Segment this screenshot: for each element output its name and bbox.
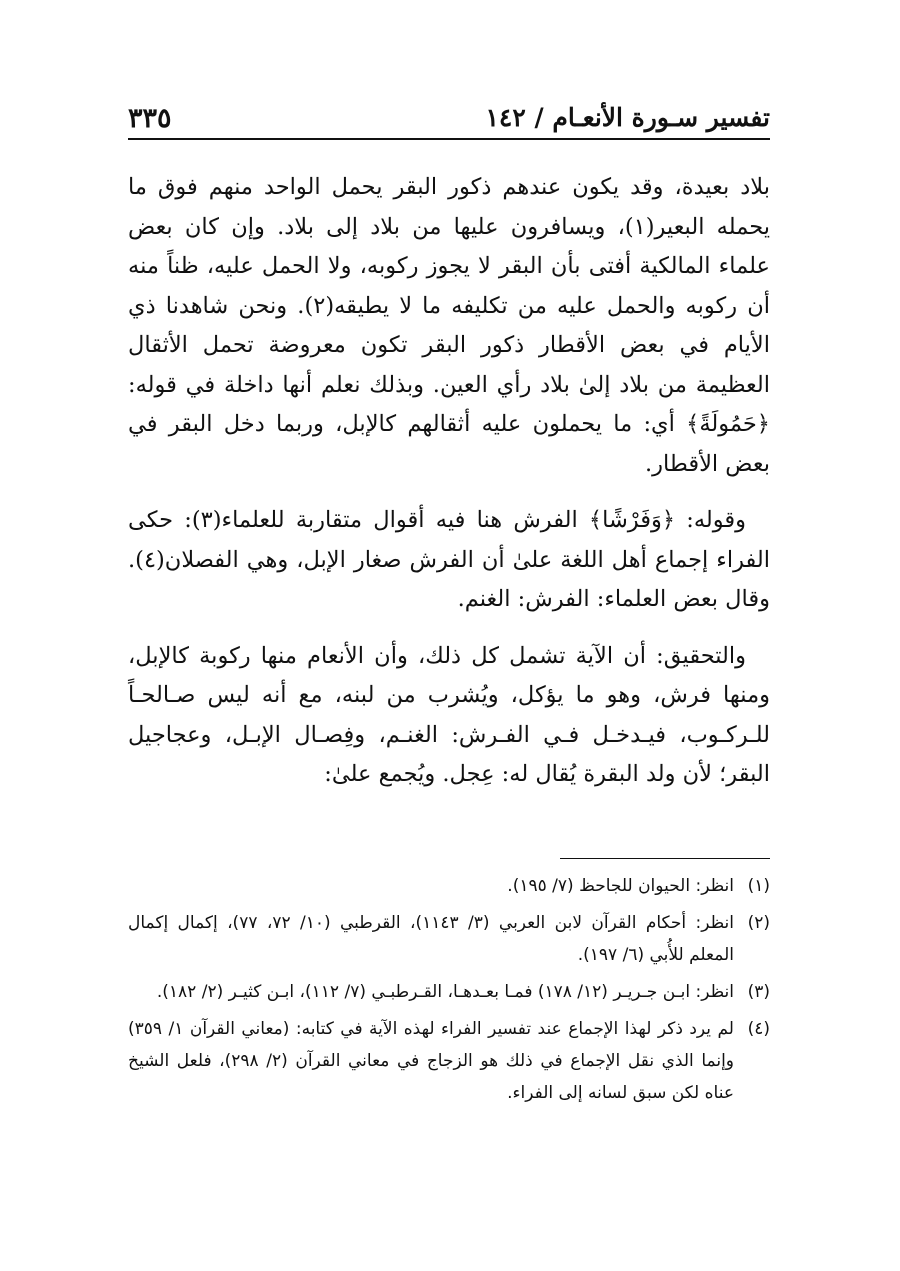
header-title: تفسير سـورة الأنعـام / ١٤٢ (485, 103, 770, 132)
page-number: ٣٣٥ (128, 103, 172, 134)
footnote-text: انظر: الحيوان للجاحظ (٧/ ١٩٥). (507, 876, 734, 896)
footnote-2 (128, 907, 770, 971)
footnote-text: لم يرد ذكر لهذا الإجماع عند تفسير الفراء لهذه الآية في كتابه: (معاني القرآن ١/ ٣٥٩) وإنما الذي نقل الإجماع في ذلك هو الزجاج في معاني القرآن (٢/ ٢٩٨)، فلعل الشيخ عناه لكن سبق لسانه إلى الفراء. (128, 1019, 734, 1103)
footnote-text: انظر: ابـن جـريـر (١٢/ ١٧٨) فمـا بعـدهـا، القـرطبـي (٧/ ١١٢)، ابـن كثيـر (٢/ ١٨٢). (156, 982, 734, 1002)
footnotes (128, 870, 770, 1114)
footnote-text: انظر: أحكام القرآن لابن العربي (٣/ ١١٤٣)، القرطبي (١٠/ ٧٢، ٧٧)، إكمال إكمال المعلم للأُبي (٦/ ١٩٧). (128, 913, 735, 965)
footnote-number: (١) (747, 876, 770, 896)
main-text (128, 168, 770, 795)
paragraph-1: بلاد بعيدة، وقد يكون عندهم ذكور البقر يحمل الواحد منهم فوق ما يحمله البعير(١)، ويسافرون عليها من بلاد إلى بلاد. وإن كان بعض علماء المالكية أفتى بأن البقر لا يجوز ركوبه، ولا الحمل عليه، ظناً منه أن ركوبه والحمل عليه من تكليفه ما لا يطيقه(٢). ونحن شاهدنا ذي الأيام في بعض الأقطار ذكور البقر تكون معروضة تحمل الأثقال العظيمة من بلاد إلىٰ بلاد رأي العين. وبذلك نعلم أنها داخلة في قوله: ﴿حَمُولَةً﴾ أي: ما يحملون عليه أثقالهم كالإبل، وربما دخل البقر في بعض الأقطار. (128, 174, 770, 477)
footnote-1 (128, 870, 770, 902)
footnote-number: (٢) (747, 913, 770, 933)
paragraph-3: والتحقيق: أن الآية تشمل كل ذلك، وأن الأنعام منها ركوبة كالإبل، ومنها فرش، وهو ما يؤكل، ويُشرب من لبنه، مع أنه ليس صـالحـاً للـركـوب، فيـدخـل فـي الفـرش: الغنـم، وفِصـال الإبـل، وعجاجيل البقر؛ لأن ولد البقرة يُقال له: عِجل. ويُجمع علىٰ: (128, 642, 770, 787)
paragraph-2: وقوله: ﴿وَفَرْشًا﴾ الفرش هنا فيه أقوال متقاربة للعلماء(٣): حكى الفراء إجماع أهل اللغة علىٰ أن الفرش صغار الإبل، وهي الفصلان(٤). وقال بعض العلماء: الفرش: الغنم. (128, 507, 770, 612)
footnote-number: (٤) (747, 1019, 770, 1039)
footnote-4 (128, 1013, 770, 1109)
running-header (128, 94, 770, 140)
footnote-number: (٣) (747, 982, 770, 1002)
footnote-separator (560, 858, 770, 859)
footnote-3 (128, 976, 770, 1008)
